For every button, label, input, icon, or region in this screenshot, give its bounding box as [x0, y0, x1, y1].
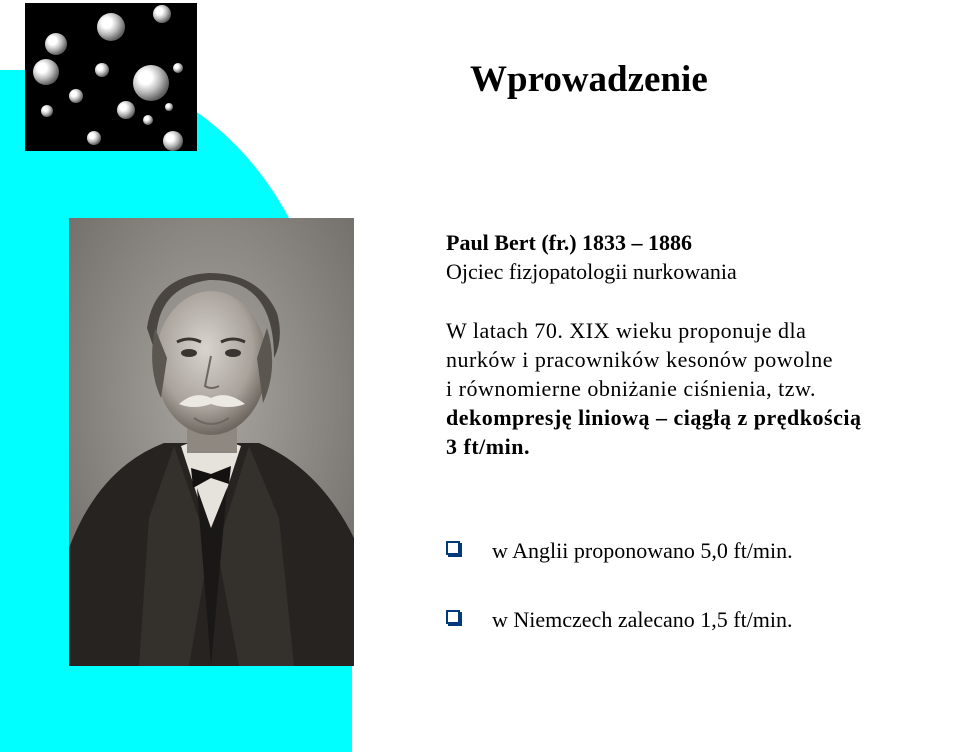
bullet-text: w Niemczech zalecano 1,5 ft/min. [492, 607, 793, 632]
bold-line: 3 ft/min. [446, 434, 530, 459]
bullet-item [446, 536, 793, 565]
heading: Paul Bert (fr.) 1833 – 1886 [446, 230, 693, 255]
bullet-item [446, 605, 793, 634]
bold-line: dekompresję liniową – ciągłą z prędkością [446, 405, 862, 430]
portrait-photo [69, 218, 354, 666]
slide-title: Wprowadzenie [470, 59, 708, 100]
bullet-list [446, 536, 793, 634]
bubbles-image [25, 3, 197, 151]
hollow-square-bullet-icon [446, 610, 460, 624]
subheading: Ojciec fizjopatologii nurkowania [446, 259, 737, 284]
paragraph-line: nurków i pracowników kesonów powolne [446, 347, 834, 372]
hollow-square-bullet-icon [446, 541, 460, 555]
paragraph-line: W latach 70. XIX wieku proponuje dla [446, 318, 807, 343]
bullet-text: w Anglii proponowano 5,0 ft/min. [492, 538, 793, 563]
paragraph-line: i równomierne obniżanie ciśnienia, tzw. [446, 376, 816, 401]
content-text [446, 228, 956, 461]
